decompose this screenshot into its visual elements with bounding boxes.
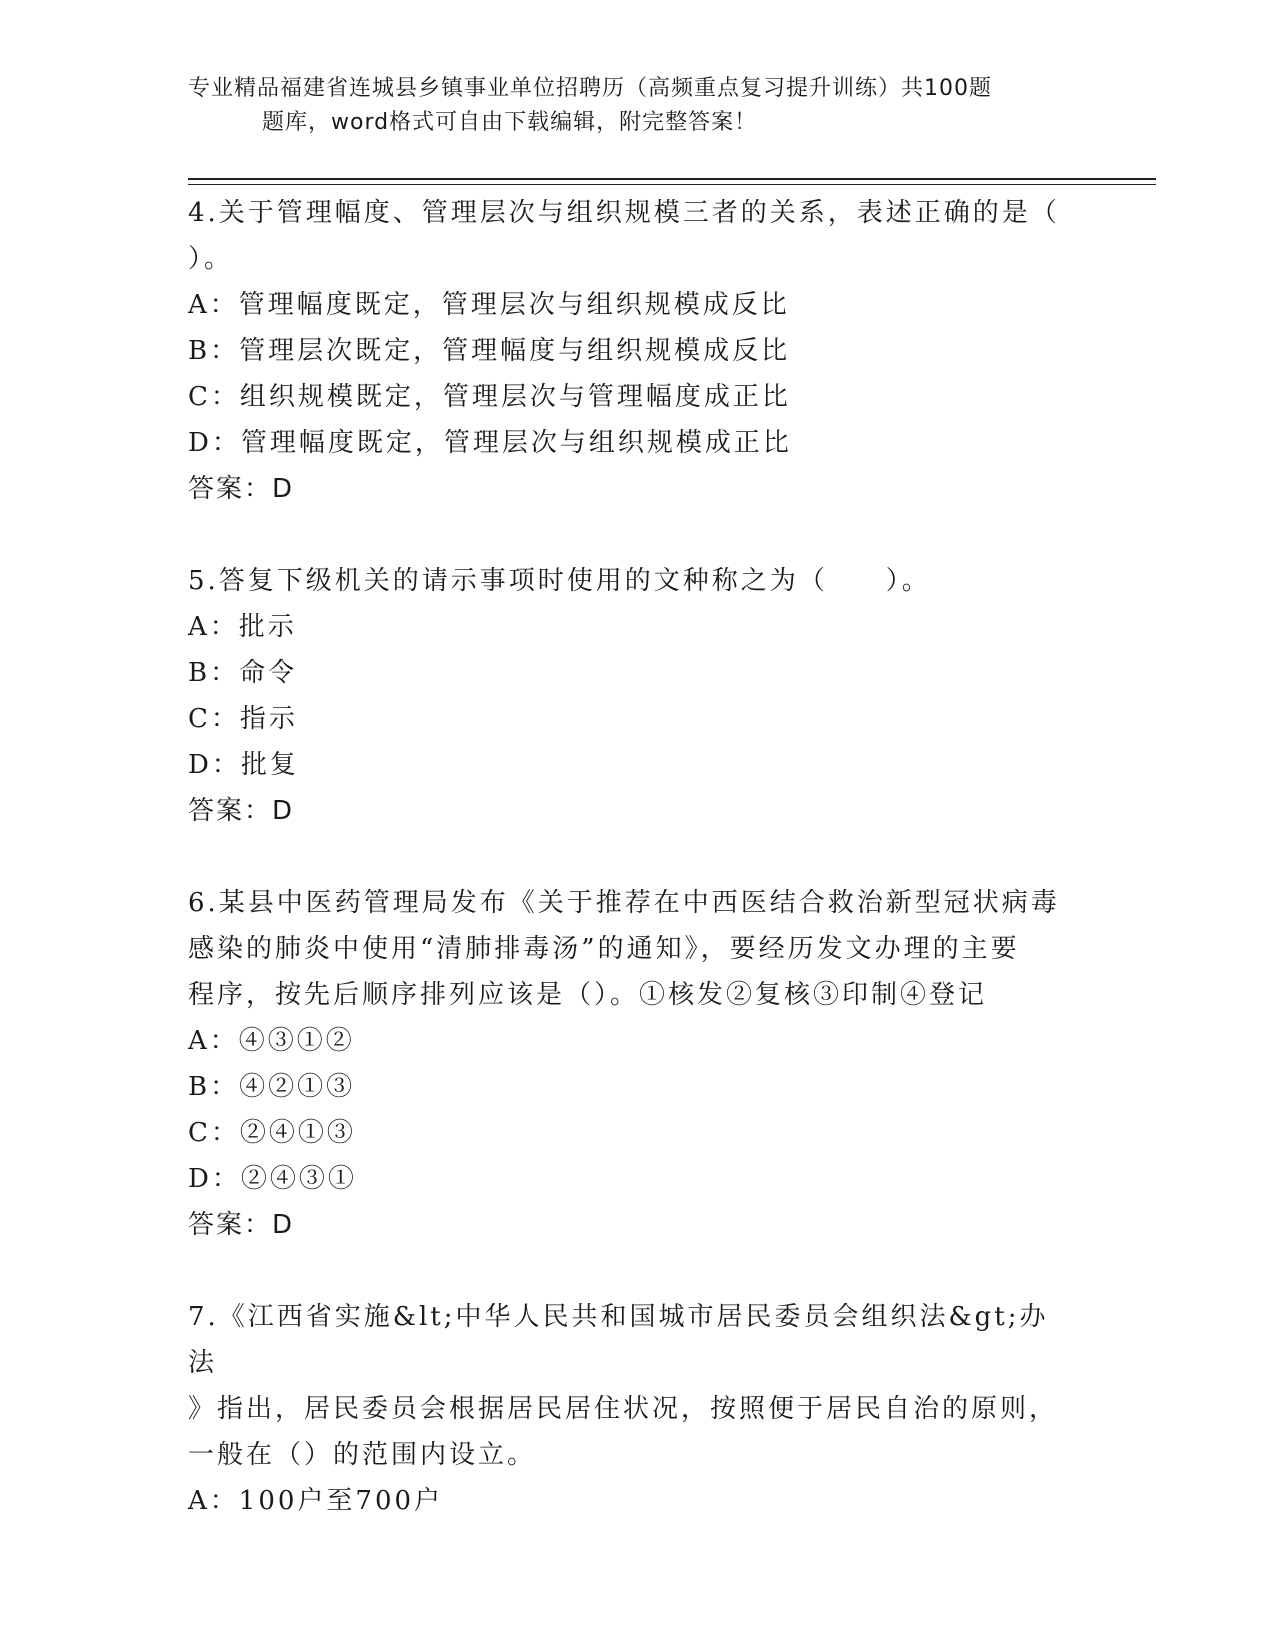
question-text-line: 》指出，居民委员会根据居民居住状况，按照便于居民自治的原则， <box>188 1394 1059 1424</box>
question-text-line: 一般在（）的范围内设立。 <box>188 1440 537 1470</box>
question-block <box>188 190 1068 512</box>
answer-text: 答案：D <box>188 1210 295 1240</box>
option-d: D：管理幅度既定，管理层次与组织规模成正比 <box>188 428 792 458</box>
option-d: D：②④③① <box>188 1164 357 1194</box>
header-line-2: 题库，word格式可自由下载编辑，附完整答案！ <box>262 110 758 135</box>
option-d: D：批复 <box>188 750 299 780</box>
question-block <box>188 880 1068 1248</box>
question-text-line: 6.某县中医药管理局发布《关于推荐在中西医结合救治新型冠状病毒 <box>188 888 1060 918</box>
spacer <box>188 512 1068 558</box>
option-a: A：管理幅度既定，管理层次与组织规模成反比 <box>188 290 790 320</box>
option-b: B：④②①③ <box>188 1072 356 1102</box>
option-c: C：组织规模既定，管理层次与管理幅度成正比 <box>188 382 791 412</box>
option-b: B：管理层次既定，管理幅度与组织规模成反比 <box>188 336 791 366</box>
header-rule-thick <box>188 178 1156 180</box>
answer-text: 答案：D <box>188 474 295 504</box>
question-block <box>188 1294 1068 1524</box>
option-a: A：100户至700户 <box>188 1486 444 1516</box>
option-a: A：批示 <box>188 612 297 642</box>
option-c: C：②④①③ <box>188 1118 356 1148</box>
answer-text: 答案：D <box>188 796 295 826</box>
question-list <box>188 190 1068 1524</box>
page-header <box>188 72 1058 140</box>
option-b: B：命令 <box>188 658 298 688</box>
option-a: A：④③①② <box>188 1026 355 1056</box>
spacer <box>188 1248 1068 1294</box>
question-text-line: 7.《江西省实施&lt;中华人民共和国城市居民委员会组织法&gt;办法 <box>188 1302 1049 1378</box>
spacer <box>188 834 1068 880</box>
header-line-1: 专业精品福建省连城县乡镇事业单位招聘历（高频重点复习提升训练）共100题 <box>188 76 992 101</box>
header-rule-thin <box>188 184 1156 185</box>
question-block <box>188 558 1068 834</box>
question-text-line: 程序，按先后顺序排列应该是（）。①核发②复核③印制④登记 <box>188 980 988 1010</box>
question-text-line: 5.答复下级机关的请示事项时使用的文种称之为（ ）。 <box>188 566 931 596</box>
question-text-line: 感染的肺炎中使用“清肺排毒汤”的通知》，要经历发文办理的主要 <box>188 934 1020 964</box>
option-c: C：指示 <box>188 704 298 734</box>
question-text-line: 4.关于管理幅度、管理层次与组织规模三者的关系，表述正确的是（ <box>188 198 1060 228</box>
question-text-line: ）。 <box>188 244 234 274</box>
